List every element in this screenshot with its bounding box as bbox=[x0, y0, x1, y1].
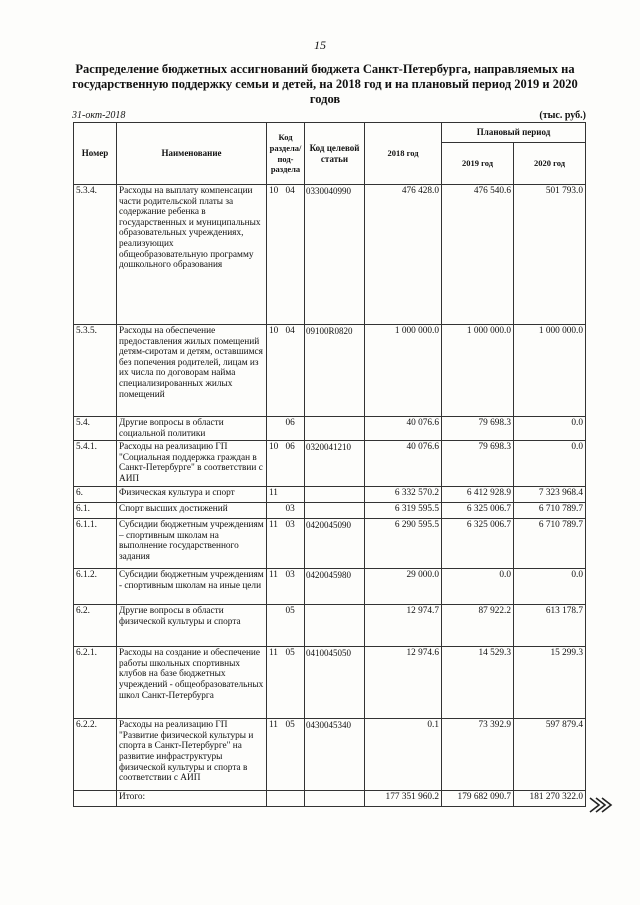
row-number: 5.4.1. bbox=[74, 441, 117, 487]
row-amount-2018: 476 428.0 bbox=[365, 185, 442, 325]
row-amount-2018: 6 332 570.2 bbox=[365, 487, 442, 503]
row-amount-2019: 79 698.3 bbox=[442, 417, 514, 441]
row-name: Расходы на обеспечение предоставления жилых помещений детям-сиротам и детям, оставшимся без попечения родителей, лицам из их числа по договорам найма специализированных жилых помещений bbox=[117, 325, 267, 417]
row-amount-2018: 40 076.6 bbox=[365, 441, 442, 487]
row-number: 5.3.5. bbox=[74, 325, 117, 417]
row-section-code: 11 bbox=[267, 719, 285, 791]
row-name: Расходы на создание и обеспечение работы школьных спортивных клубов на базе бюджетных учреждений - общеобразовательных школ Санкт-Петербурга bbox=[117, 647, 267, 719]
row-target-code: 0430045340 bbox=[305, 719, 365, 791]
row-amount-2020: 6 710 789.7 bbox=[514, 519, 586, 569]
row-amount-2019: 87 922.2 bbox=[442, 605, 514, 647]
row-subsection-code: 04 bbox=[285, 325, 305, 417]
row-subsection-code: 03 bbox=[285, 569, 305, 605]
document-date: 31-окт-2018 bbox=[72, 110, 126, 121]
table-row bbox=[74, 719, 586, 791]
row-amount-2018: 1 000 000.0 bbox=[365, 325, 442, 417]
row-number: 6.2.2. bbox=[74, 719, 117, 791]
row-section-code bbox=[267, 605, 285, 647]
row-subsection-code: 05 bbox=[285, 647, 305, 719]
row-amount-2020: 613 178.7 bbox=[514, 605, 586, 647]
row-amount-2018: 177 351 960.2 bbox=[365, 791, 442, 807]
header-name: Наименование bbox=[117, 123, 267, 185]
row-amount-2019: 73 392.9 bbox=[442, 719, 514, 791]
table-row bbox=[74, 647, 586, 719]
row-section-code: 10 bbox=[267, 325, 285, 417]
row-target-code: 0320041210 bbox=[305, 441, 365, 487]
row-number: 6.2. bbox=[74, 605, 117, 647]
row-section-code: 10 bbox=[267, 441, 285, 487]
row-amount-2019: 14 529.3 bbox=[442, 647, 514, 719]
row-target-code: 0420045980 bbox=[305, 569, 365, 605]
row-target-code bbox=[305, 605, 365, 647]
table-row bbox=[74, 487, 586, 503]
row-subsection-code: 06 bbox=[285, 441, 305, 487]
row-target-code bbox=[305, 417, 365, 441]
row-amount-2019: 6 412 928.9 bbox=[442, 487, 514, 503]
row-amount-2020: 597 879.4 bbox=[514, 719, 586, 791]
header-year-2020: 2020 год bbox=[514, 143, 586, 185]
row-section-code bbox=[267, 791, 285, 807]
header-year-2018: 2018 год bbox=[365, 123, 442, 185]
header-year-2019: 2019 год bbox=[442, 143, 514, 185]
row-target-code: 09100R0820 bbox=[305, 325, 365, 417]
units-label: (тыс. руб.) bbox=[539, 110, 586, 121]
row-name: Итого: bbox=[117, 791, 267, 807]
row-number: 6.1.2. bbox=[74, 569, 117, 605]
double-chevron-right-icon bbox=[588, 795, 614, 815]
row-section-code: 11 bbox=[267, 487, 285, 503]
row-target-code bbox=[305, 503, 365, 519]
table-body bbox=[74, 185, 586, 807]
row-amount-2020: 0.0 bbox=[514, 569, 586, 605]
table-row bbox=[74, 605, 586, 647]
row-amount-2019: 179 682 090.7 bbox=[442, 791, 514, 807]
row-name: Физическая культура и спорт bbox=[117, 487, 267, 503]
row-number: 6.2.1. bbox=[74, 647, 117, 719]
row-amount-2018: 29 000.0 bbox=[365, 569, 442, 605]
page-number: 15 bbox=[314, 38, 326, 52]
row-amount-2019: 6 325 006.7 bbox=[442, 503, 514, 519]
row-amount-2020: 0.0 bbox=[514, 441, 586, 487]
row-name: Спорт высших достижений bbox=[117, 503, 267, 519]
row-section-code: 10 bbox=[267, 185, 285, 325]
table-row bbox=[74, 417, 586, 441]
row-amount-2019: 6 325 006.7 bbox=[442, 519, 514, 569]
table-row bbox=[74, 569, 586, 605]
row-section-code: 11 bbox=[267, 647, 285, 719]
row-name: Субсидии бюджетным учреждениям - спортивным школам на иные цели bbox=[117, 569, 267, 605]
row-amount-2019: 1 000 000.0 bbox=[442, 325, 514, 417]
table-row bbox=[74, 185, 586, 325]
row-amount-2020: 0.0 bbox=[514, 417, 586, 441]
table-row bbox=[74, 441, 586, 487]
row-target-code: 0410045050 bbox=[305, 647, 365, 719]
row-name: Другие вопросы в области социальной политики bbox=[117, 417, 267, 441]
header-planned-period: Плановый период bbox=[442, 123, 586, 143]
row-name: Расходы на выплату компенсации части родительской платы за содержание ребенка в государственных и муниципальных образовательных учреждениях, реализующих общеобразовательную программу дошкольного образования bbox=[117, 185, 267, 325]
row-subsection-code bbox=[285, 487, 305, 503]
row-target-code bbox=[305, 487, 365, 503]
row-section-code bbox=[267, 417, 285, 441]
row-number: 6. bbox=[74, 487, 117, 503]
row-number: 6.1. bbox=[74, 503, 117, 519]
row-name: Расходы на реализацию ГП "Развитие физической культуры и спорта в Санкт-Петербурге" на развитие инфраструктуры физической культуры и спорта в соответствии с АИП bbox=[117, 719, 267, 791]
row-section-code bbox=[267, 503, 285, 519]
row-subsection-code: 05 bbox=[285, 605, 305, 647]
row-target-code: 0420045090 bbox=[305, 519, 365, 569]
row-amount-2019: 79 698.3 bbox=[442, 441, 514, 487]
row-amount-2018: 6 290 595.5 bbox=[365, 519, 442, 569]
row-target-code: 0330040990 bbox=[305, 185, 365, 325]
header-section-code: Код раздела/ под-раздела bbox=[267, 123, 305, 185]
row-target-code bbox=[305, 791, 365, 807]
table-row bbox=[74, 503, 586, 519]
row-amount-2019: 0.0 bbox=[442, 569, 514, 605]
header-target-code: Код целевой статьи bbox=[305, 123, 365, 185]
row-name: Расходы на реализацию ГП "Социальная поддержка граждан в Санкт-Петербурге" в соответствии с АИП bbox=[117, 441, 267, 487]
row-subsection-code: 03 bbox=[285, 503, 305, 519]
row-subsection-code: 04 bbox=[285, 185, 305, 325]
row-amount-2018: 40 076.6 bbox=[365, 417, 442, 441]
table-row bbox=[74, 325, 586, 417]
row-amount-2018: 0.1 bbox=[365, 719, 442, 791]
row-amount-2019: 476 540.6 bbox=[442, 185, 514, 325]
row-amount-2020: 501 793.0 bbox=[514, 185, 586, 325]
row-name: Другие вопросы в области физической культуры и спорта bbox=[117, 605, 267, 647]
row-amount-2020: 7 323 968.4 bbox=[514, 487, 586, 503]
row-amount-2018: 12 974.6 bbox=[365, 647, 442, 719]
header-number: Номер bbox=[74, 123, 117, 185]
table-row bbox=[74, 791, 586, 807]
document-title: Распределение бюджетных ассигнований бюджета Санкт-Петербурга, направляемых на государственную поддержку семьи и детей, на 2018 год и на плановый период 2019 и 2020 годов bbox=[72, 62, 578, 106]
budget-table bbox=[73, 122, 586, 807]
row-subsection-code: 05 bbox=[285, 719, 305, 791]
row-subsection-code: 06 bbox=[285, 417, 305, 441]
row-section-code: 11 bbox=[267, 519, 285, 569]
row-amount-2018: 12 974.7 bbox=[365, 605, 442, 647]
row-amount-2020: 6 710 789.7 bbox=[514, 503, 586, 519]
row-name: Субсидии бюджетным учреждениям – спортивным школам на выполнение государственного задания bbox=[117, 519, 267, 569]
row-subsection-code: 03 bbox=[285, 519, 305, 569]
row-number: 6.1.1. bbox=[74, 519, 117, 569]
row-section-code: 11 bbox=[267, 569, 285, 605]
row-amount-2020: 15 299.3 bbox=[514, 647, 586, 719]
row-amount-2020: 1 000 000.0 bbox=[514, 325, 586, 417]
row-number: 5.3.4. bbox=[74, 185, 117, 325]
row-subsection-code bbox=[285, 791, 305, 807]
row-number: 5.4. bbox=[74, 417, 117, 441]
table-row bbox=[74, 519, 586, 569]
row-amount-2018: 6 319 595.5 bbox=[365, 503, 442, 519]
row-amount-2020: 181 270 322.0 bbox=[514, 791, 586, 807]
row-number bbox=[74, 791, 117, 807]
